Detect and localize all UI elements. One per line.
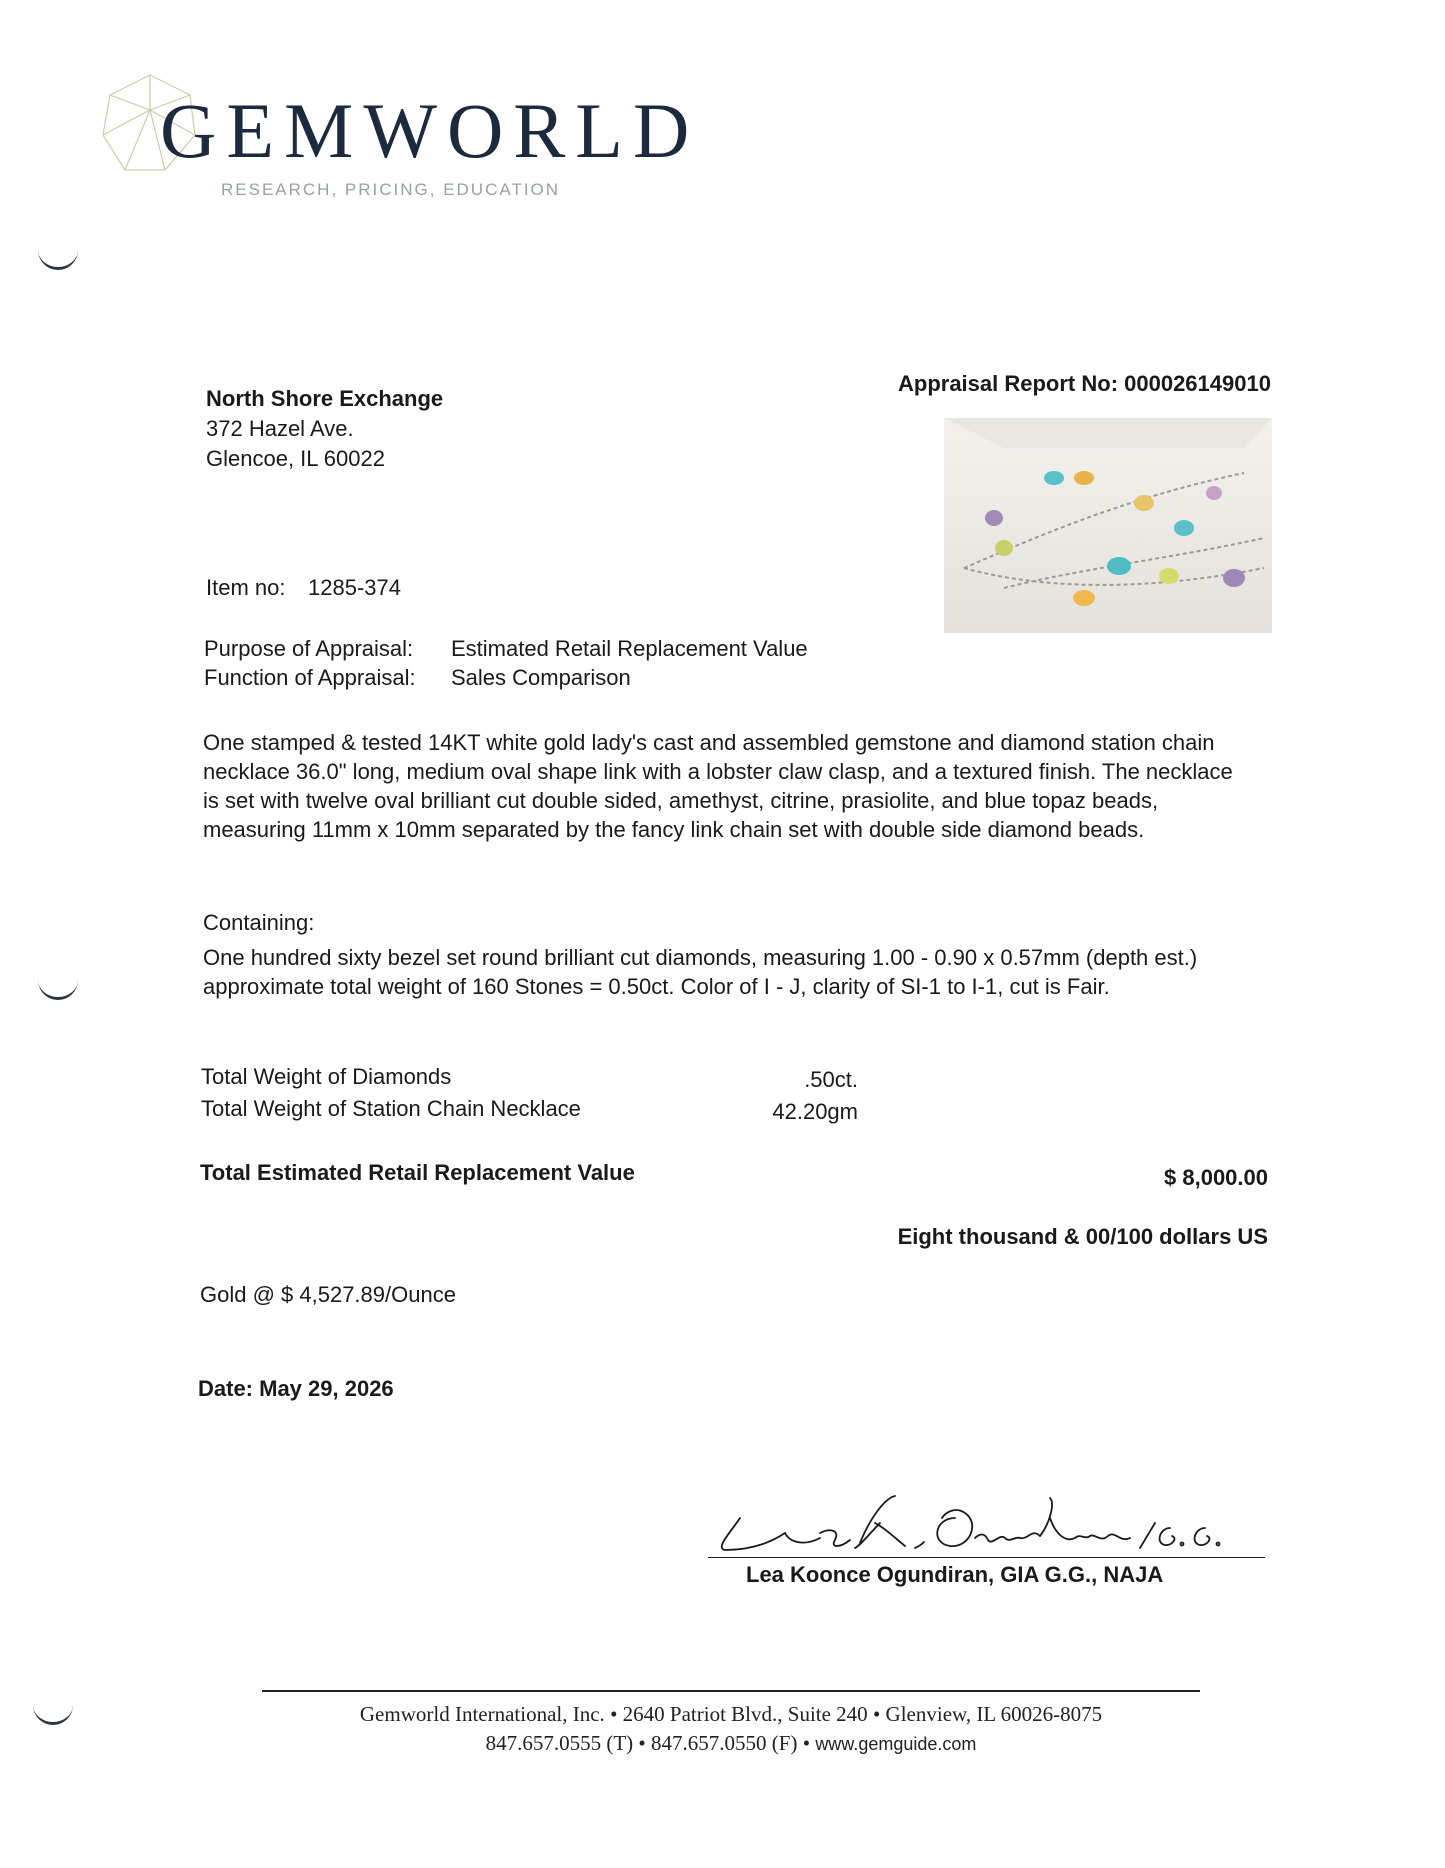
- appraisal-date: Date: May 29, 2026: [198, 1376, 394, 1401]
- footer-address-line: [262, 1702, 1200, 1727]
- weight-necklace-label: Total Weight of Station Chain Necklace: [201, 1096, 581, 1121]
- client-address-line2: Glencoe, IL 60022: [206, 446, 385, 471]
- footer-phone: 847.657.0555 (T): [485, 1731, 634, 1755]
- weight-necklace-value: 42.20gm: [772, 1099, 858, 1124]
- footer-fax: 847.657.0550 (F): [651, 1731, 798, 1755]
- containing-text: One hundred sixty bezel set round brilliant cut diamonds, measuring 1.00 - 0.90 x 0.57mm (depth est.) approximate total weight of 160 Stones = 0.50ct. Color of I - J, clarity of SI-1 to I-1, cut is Fair.: [203, 945, 1198, 999]
- brand-wordmark: GEMWORLD: [160, 87, 700, 174]
- bullet-icon: •: [802, 1731, 816, 1755]
- appraiser-name: Lea Koonce Ogundiran, GIA G.G., NAJA: [746, 1562, 1164, 1587]
- client-address-line1: 372 Hazel Ave.: [206, 416, 354, 441]
- gold-price: Gold @ $ 4,527.89/Ounce: [200, 1282, 456, 1307]
- necklace-photo: [944, 418, 1272, 633]
- report-number: Appraisal Report No: 000026149010: [898, 371, 1271, 396]
- bullet-icon: •: [610, 1702, 623, 1726]
- footer-city: Glenview, IL 60026-8075: [885, 1702, 1103, 1726]
- footer-contact-line: [262, 1731, 1200, 1756]
- function-label: Function of Appraisal:: [204, 665, 416, 690]
- total-value-amount: $ 8,000.00: [1164, 1165, 1268, 1190]
- footer-website[interactable]: www.gemguide.com: [815, 1734, 977, 1754]
- item-number-value: 1285-374: [308, 575, 401, 600]
- item-description: One stamped & tested 14KT white gold lady's cast and assembled gemstone and diamond station chain necklace 36.0" long, medium oval shape link with a lobster claw clasp, and a textured finish. The necklace is set with twelve oval brilliant cut double sided, amethyst, citrine, prasiolite, and blue topaz beads, measuring 11mm x 10mm separated by the fancy link chain set with double side diamond beads.: [203, 730, 1233, 842]
- bullet-icon: •: [638, 1731, 652, 1755]
- total-value-label: Total Estimated Retail Replacement Value: [200, 1160, 635, 1185]
- bullet-icon: •: [872, 1702, 886, 1726]
- binder-hole-mark: [38, 975, 78, 1000]
- appraiser-signature: [710, 1488, 1230, 1568]
- footer-street: 2640 Patriot Blvd., Suite 240: [622, 1702, 868, 1726]
- footer-company: Gemworld International, Inc.: [359, 1702, 605, 1726]
- weight-diamonds-label: Total Weight of Diamonds: [201, 1064, 452, 1089]
- client-name: North Shore Exchange: [206, 386, 444, 411]
- binder-hole-mark: [38, 245, 78, 270]
- function-value: Sales Comparison: [451, 665, 631, 690]
- purpose-label: Purpose of Appraisal:: [204, 636, 414, 661]
- item-number-label: Item no:: [206, 575, 286, 600]
- footer-rule: [262, 1690, 1200, 1692]
- binder-hole-mark: [33, 1700, 73, 1725]
- signature-line: [708, 1557, 1265, 1558]
- total-value-words: Eight thousand & 00/100 dollars US: [897, 1224, 1268, 1249]
- containing-heading: Containing:: [203, 910, 315, 935]
- purpose-value: Estimated Retail Replacement Value: [451, 636, 808, 661]
- weight-diamonds-value: .50ct.: [804, 1067, 858, 1092]
- brand-tagline: RESEARCH, PRICING, EDUCATION: [221, 180, 561, 199]
